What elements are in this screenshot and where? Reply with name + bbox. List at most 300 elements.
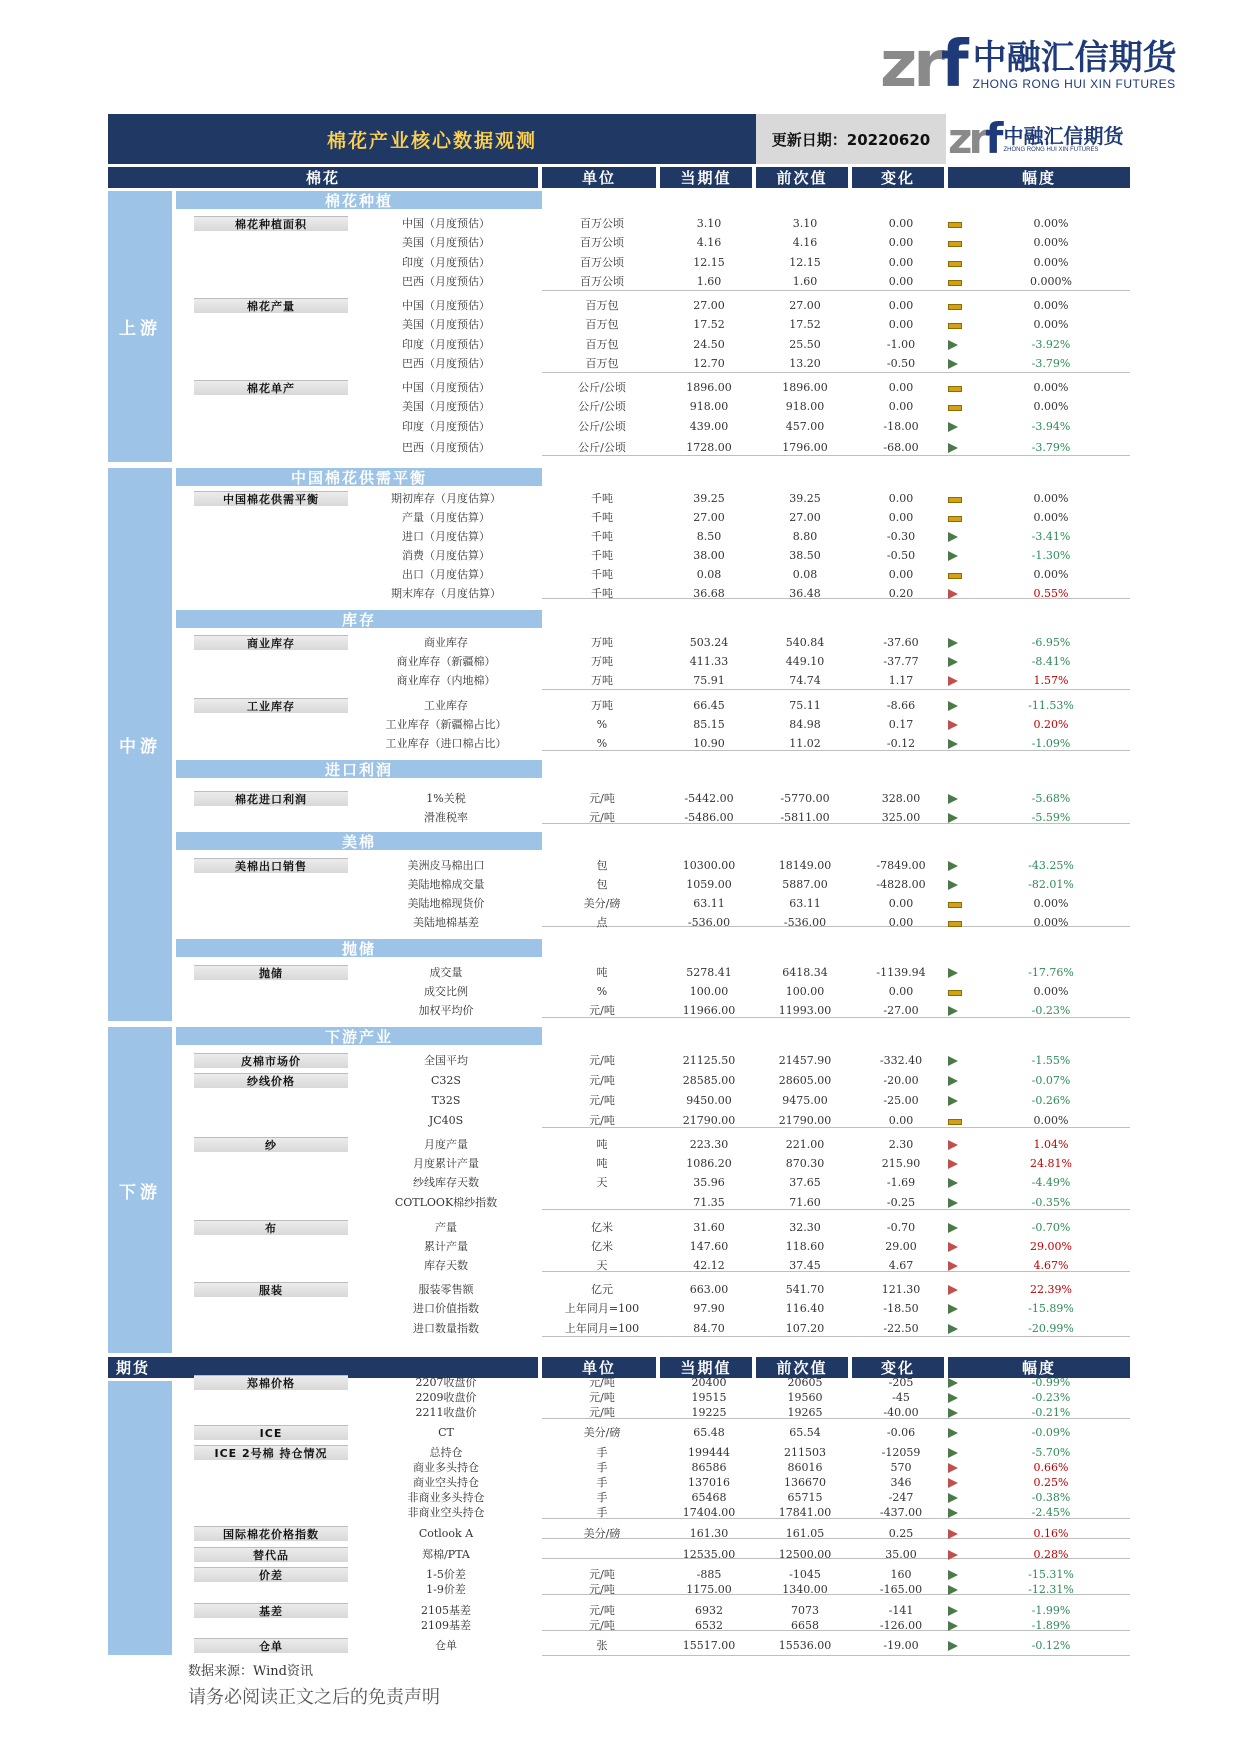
row-change: -18.00 bbox=[883, 420, 919, 433]
row-unit: 公斤/公顷 bbox=[578, 381, 626, 394]
row-item: 美洲皮马棉出口 bbox=[407, 859, 485, 872]
row-unit: 百万公顷 bbox=[580, 275, 624, 288]
row-change: 325.00 bbox=[881, 811, 921, 824]
row-current: -5486.00 bbox=[684, 811, 734, 824]
row-current: 1086.20 bbox=[686, 1157, 732, 1170]
row-current: 21790.00 bbox=[682, 1114, 736, 1127]
row-unit: 包 bbox=[596, 878, 608, 891]
row-previous: 1340.00 bbox=[782, 1583, 828, 1596]
row-current: 8.50 bbox=[696, 530, 722, 543]
row-change: -1.69 bbox=[886, 1176, 916, 1189]
section-title: 棉花种植 bbox=[176, 191, 542, 209]
row-change: -27.00 bbox=[883, 1004, 919, 1017]
down-flag-icon bbox=[948, 532, 958, 542]
futures-rate-header: 幅度 bbox=[948, 1357, 1130, 1378]
row-item: 2109基差 bbox=[421, 1619, 471, 1632]
row-rate: -82.01% bbox=[1028, 878, 1074, 891]
row-previous: 39.25 bbox=[789, 492, 821, 505]
row-unit: 美分/磅 bbox=[583, 1426, 621, 1439]
group-label: 中国棉花供需平衡 bbox=[194, 491, 348, 506]
row-rate: 0.16% bbox=[1033, 1527, 1069, 1540]
row-unit: 包 bbox=[596, 859, 608, 872]
row-change: 0.00 bbox=[888, 985, 914, 998]
row-rate: 0.25% bbox=[1033, 1476, 1069, 1489]
row-rate: 0.00% bbox=[1033, 492, 1069, 505]
down-flag-icon bbox=[948, 1493, 958, 1503]
row-item: 商业库存（内地棉） bbox=[396, 674, 496, 687]
row-item: 仓单 bbox=[435, 1639, 457, 1652]
row-item: 成交量 bbox=[429, 966, 463, 979]
row-change: 4.67 bbox=[888, 1259, 914, 1272]
row-change: 35.00 bbox=[885, 1548, 917, 1561]
row-unit: 手 bbox=[596, 1476, 608, 1489]
row-previous: 116.40 bbox=[785, 1302, 825, 1315]
row-current: 199444 bbox=[688, 1446, 730, 1459]
row-item: 2209收盘价 bbox=[415, 1391, 477, 1404]
row-unit: 元/吨 bbox=[589, 1074, 615, 1087]
up-flag-icon bbox=[948, 676, 958, 686]
row-item: 全国平均 bbox=[424, 1054, 468, 1067]
row-rate: 0.00% bbox=[1033, 299, 1069, 312]
down-flag-icon bbox=[948, 1508, 958, 1518]
row-item: 产量（月度估算） bbox=[402, 511, 490, 524]
row-current: 75.91 bbox=[693, 674, 725, 687]
row-unit: 亿元 bbox=[591, 1283, 613, 1296]
row-current: 31.60 bbox=[693, 1221, 725, 1234]
row-current: 84.70 bbox=[693, 1322, 725, 1335]
row-change: 0.20 bbox=[888, 587, 914, 600]
row-unit: 百万包 bbox=[585, 338, 619, 351]
group-label: 国际棉花价格指数 bbox=[194, 1526, 348, 1541]
futures-previous-header: 前次值 bbox=[756, 1357, 848, 1378]
row-unit: 上年同月=100 bbox=[564, 1322, 640, 1335]
row-rate: -5.70% bbox=[1031, 1446, 1071, 1459]
row-current: 65.48 bbox=[693, 1426, 725, 1439]
row-previous: 11.02 bbox=[789, 737, 821, 750]
row-item: 商业空头持仓 bbox=[413, 1476, 479, 1489]
row-divider bbox=[542, 372, 1130, 373]
row-item: 出口（月度估算） bbox=[402, 568, 490, 581]
row-unit: 吨 bbox=[596, 966, 608, 979]
row-item: 非商业空头持仓 bbox=[407, 1506, 485, 1519]
down-flag-icon bbox=[948, 1056, 958, 1066]
row-previous: 0.08 bbox=[792, 568, 818, 581]
down-flag-icon bbox=[948, 1198, 958, 1208]
row-change: -0.30 bbox=[886, 530, 916, 543]
row-previous: 15536.00 bbox=[778, 1639, 832, 1652]
row-previous: 540.84 bbox=[785, 636, 825, 649]
row-unit: 百万公顷 bbox=[580, 256, 624, 269]
row-previous: 161.05 bbox=[785, 1527, 825, 1540]
flat-flag-icon bbox=[948, 280, 962, 286]
row-item: T32S bbox=[431, 1094, 461, 1107]
row-change: -141 bbox=[888, 1604, 914, 1617]
row-change: 215.90 bbox=[881, 1157, 921, 1170]
row-change: -20.00 bbox=[883, 1074, 919, 1087]
row-rate: 0.55% bbox=[1033, 587, 1069, 600]
row-previous: 118.60 bbox=[785, 1240, 825, 1253]
row-rate: -20.99% bbox=[1028, 1322, 1074, 1335]
row-rate: 0.00% bbox=[1033, 400, 1069, 413]
row-rate: -3.92% bbox=[1031, 338, 1071, 351]
row-current: 223.30 bbox=[689, 1138, 729, 1151]
row-rate: -0.09% bbox=[1031, 1426, 1071, 1439]
row-unit: % bbox=[596, 718, 608, 731]
section-title: 下游产业 bbox=[176, 1027, 542, 1045]
row-change: 0.00 bbox=[888, 568, 914, 581]
row-change: 0.00 bbox=[888, 916, 914, 929]
down-flag-icon bbox=[948, 1324, 958, 1334]
down-flag-icon bbox=[948, 1621, 958, 1631]
row-change: -7849.00 bbox=[876, 859, 926, 872]
flat-flag-icon bbox=[948, 990, 962, 996]
row-rate: -8.41% bbox=[1031, 655, 1071, 668]
row-current: 10300.00 bbox=[682, 859, 736, 872]
row-rate: -0.21% bbox=[1031, 1406, 1071, 1419]
row-previous: 84.98 bbox=[789, 718, 821, 731]
down-flag-icon bbox=[948, 657, 958, 667]
row-current: 71.35 bbox=[693, 1196, 725, 1209]
down-flag-icon bbox=[948, 1006, 958, 1016]
flat-flag-icon bbox=[948, 304, 962, 310]
up-flag-icon bbox=[948, 1159, 958, 1169]
row-rate: -0.35% bbox=[1031, 1196, 1071, 1209]
row-unit: 美分/磅 bbox=[583, 1527, 621, 1540]
row-change: 346 bbox=[890, 1476, 912, 1489]
row-current: -536.00 bbox=[687, 916, 731, 929]
row-item: 期末库存（月度估算） bbox=[391, 587, 501, 600]
row-previous: 449.10 bbox=[785, 655, 825, 668]
down-flag-icon bbox=[948, 1223, 958, 1233]
row-rate: 1.04% bbox=[1033, 1138, 1069, 1151]
row-rate: -0.99% bbox=[1031, 1376, 1071, 1389]
row-previous: 75.11 bbox=[789, 699, 821, 712]
row-previous: 38.50 bbox=[789, 549, 821, 562]
row-previous: 71.60 bbox=[789, 1196, 821, 1209]
row-rate: -0.12% bbox=[1031, 1639, 1071, 1652]
row-previous: 19560 bbox=[787, 1391, 823, 1404]
row-change: -68.00 bbox=[883, 441, 919, 454]
row-change: 0.00 bbox=[888, 275, 914, 288]
row-change: 1.17 bbox=[888, 674, 914, 687]
row-previous: 107.20 bbox=[785, 1322, 825, 1335]
row-previous: 25.50 bbox=[789, 338, 821, 351]
flat-flag-icon bbox=[948, 921, 962, 927]
row-current: 411.33 bbox=[689, 655, 729, 668]
row-rate: 4.67% bbox=[1033, 1259, 1069, 1272]
row-item: 印度（月度预估） bbox=[402, 338, 490, 351]
row-current: 42.12 bbox=[693, 1259, 725, 1272]
row-current: 5278.41 bbox=[686, 966, 732, 979]
row-unit: 元/吨 bbox=[589, 1619, 615, 1632]
row-item: 工业库存（进口棉占比） bbox=[385, 737, 507, 750]
row-previous: 28605.00 bbox=[778, 1074, 832, 1087]
row-previous: 18149.00 bbox=[778, 859, 832, 872]
row-unit: 千吨 bbox=[591, 587, 613, 600]
row-unit: 百万公顷 bbox=[580, 217, 624, 230]
row-unit: 吨 bbox=[596, 1138, 608, 1151]
row-current: 24.50 bbox=[693, 338, 725, 351]
row-item: 月度累计产量 bbox=[413, 1157, 479, 1170]
row-previous: 74.74 bbox=[789, 674, 821, 687]
down-flag-icon bbox=[948, 968, 958, 978]
row-previous: 870.30 bbox=[785, 1157, 825, 1170]
row-rate: 0.28% bbox=[1033, 1548, 1069, 1561]
row-previous: 7073 bbox=[791, 1604, 819, 1617]
header-logo-mark: zrf bbox=[948, 114, 1000, 163]
row-previous: 20605 bbox=[787, 1376, 823, 1389]
group-label: 服装 bbox=[194, 1282, 348, 1297]
row-previous: 1.60 bbox=[792, 275, 818, 288]
row-item: CT bbox=[438, 1426, 454, 1439]
row-item: 巴西（月度预估） bbox=[402, 275, 490, 288]
row-item: 期初库存（月度估算） bbox=[391, 492, 501, 505]
row-change: -18.50 bbox=[883, 1302, 919, 1315]
row-unit: 元/吨 bbox=[589, 1114, 615, 1127]
row-unit: 元/吨 bbox=[589, 1391, 615, 1404]
row-divider bbox=[542, 455, 1130, 456]
row-previous: 6658 bbox=[791, 1619, 819, 1632]
row-unit: 元/吨 bbox=[589, 1004, 615, 1017]
row-current: -5442.00 bbox=[684, 792, 734, 805]
row-current: -885 bbox=[696, 1568, 722, 1581]
row-unit: 元/吨 bbox=[589, 1094, 615, 1107]
down-flag-icon bbox=[948, 443, 958, 453]
row-change: -0.06 bbox=[886, 1426, 916, 1439]
row-item: 1%关税 bbox=[426, 792, 466, 805]
row-current: 137016 bbox=[688, 1476, 730, 1489]
up-flag-icon bbox=[948, 589, 958, 599]
row-rate: -2.45% bbox=[1031, 1506, 1071, 1519]
row-current: 1175.00 bbox=[686, 1583, 732, 1596]
row-unit: 千吨 bbox=[591, 530, 613, 543]
row-rate: 24.81% bbox=[1030, 1157, 1072, 1170]
row-current: 1896.00 bbox=[686, 381, 732, 394]
row-change: -22.50 bbox=[883, 1322, 919, 1335]
section-title: 美棉 bbox=[176, 832, 542, 850]
row-current: 21125.50 bbox=[682, 1054, 736, 1067]
row-change: 0.00 bbox=[888, 511, 914, 524]
row-current: 20400 bbox=[691, 1376, 727, 1389]
row-previous: -5811.00 bbox=[780, 811, 830, 824]
down-flag-icon bbox=[948, 1585, 958, 1595]
row-previous: 918.00 bbox=[785, 400, 825, 413]
band-upstream: 上游 bbox=[108, 191, 172, 462]
row-rate: 0.00% bbox=[1033, 381, 1069, 394]
row-change: 328.00 bbox=[881, 792, 921, 805]
row-current: 10.90 bbox=[693, 737, 725, 750]
row-item: 美国（月度预估） bbox=[402, 318, 490, 331]
row-current: 6932 bbox=[695, 1604, 723, 1617]
row-unit: % bbox=[596, 737, 608, 750]
disclaimer: 请务必阅读正文之后的免责声明 bbox=[188, 1687, 440, 1708]
row-previous: 36.48 bbox=[789, 587, 821, 600]
down-flag-icon bbox=[948, 1448, 958, 1458]
row-rate: -0.07% bbox=[1031, 1074, 1071, 1087]
row-rate: -3.79% bbox=[1031, 357, 1071, 370]
row-current: 147.60 bbox=[689, 1240, 729, 1253]
row-rate: 0.000% bbox=[1030, 275, 1072, 288]
row-rate: -4.49% bbox=[1031, 1176, 1071, 1189]
row-rate: 0.66% bbox=[1033, 1461, 1069, 1474]
row-current: 15517.00 bbox=[682, 1639, 736, 1652]
group-label: ICE bbox=[194, 1425, 348, 1440]
row-rate: 0.00% bbox=[1033, 318, 1069, 331]
row-change: 0.00 bbox=[888, 400, 914, 413]
row-current: 17404.00 bbox=[682, 1506, 736, 1519]
row-change: -8.66 bbox=[886, 699, 916, 712]
row-unit: 元/吨 bbox=[589, 1583, 615, 1596]
row-previous: 457.00 bbox=[785, 420, 825, 433]
row-item: 成交比例 bbox=[424, 985, 468, 998]
row-current: 663.00 bbox=[689, 1283, 729, 1296]
row-change: -0.12 bbox=[886, 737, 916, 750]
row-item: 印度（月度预估） bbox=[402, 420, 490, 433]
row-previous: 27.00 bbox=[789, 511, 821, 524]
down-flag-icon bbox=[948, 1570, 958, 1580]
section-title: 抛储 bbox=[176, 939, 542, 957]
row-current: 12535.00 bbox=[682, 1548, 736, 1561]
row-item: 中国（月度预估） bbox=[402, 381, 490, 394]
flat-flag-icon bbox=[948, 573, 962, 579]
row-item: 产量 bbox=[435, 1221, 457, 1234]
row-item: 加权平均价 bbox=[418, 1004, 474, 1017]
logo-cn: 中融汇信期货 bbox=[972, 38, 1177, 78]
row-current: 1728.00 bbox=[686, 441, 732, 454]
row-change: -0.50 bbox=[886, 357, 916, 370]
logo-mark: zrf bbox=[880, 28, 965, 102]
row-change: -40.00 bbox=[883, 1406, 919, 1419]
row-previous: 32.30 bbox=[789, 1221, 821, 1234]
down-flag-icon bbox=[948, 638, 958, 648]
row-item: COTLOOK棉纱指数 bbox=[394, 1196, 498, 1209]
row-previous: 12.15 bbox=[789, 256, 821, 269]
col-rate-header: 幅度 bbox=[948, 167, 1130, 188]
row-previous: 63.11 bbox=[789, 897, 821, 910]
down-flag-icon bbox=[948, 861, 958, 871]
flat-flag-icon bbox=[948, 516, 962, 522]
row-unit: 亿米 bbox=[591, 1240, 613, 1253]
row-previous: -1045 bbox=[789, 1568, 821, 1581]
row-rate: -0.38% bbox=[1031, 1491, 1071, 1504]
row-unit: 元/吨 bbox=[589, 811, 615, 824]
row-current: 6532 bbox=[695, 1619, 723, 1632]
row-unit: 千吨 bbox=[591, 568, 613, 581]
row-unit: 元/吨 bbox=[589, 1604, 615, 1617]
group-label: 布 bbox=[194, 1220, 348, 1235]
row-current: 66.45 bbox=[693, 699, 725, 712]
row-rate: -5.68% bbox=[1031, 792, 1071, 805]
down-flag-icon bbox=[948, 1606, 958, 1616]
row-current: 918.00 bbox=[689, 400, 729, 413]
row-previous: 4.16 bbox=[792, 236, 818, 249]
group-label: 纱线价格 bbox=[194, 1073, 348, 1088]
row-item: 美陆地棉成交量 bbox=[407, 878, 485, 891]
row-change: -0.70 bbox=[886, 1221, 916, 1234]
row-change: -126.00 bbox=[879, 1619, 923, 1632]
row-item: 中国（月度预估） bbox=[402, 299, 490, 312]
row-change: -1.00 bbox=[886, 338, 916, 351]
row-unit: 元/吨 bbox=[589, 792, 615, 805]
header-logo-cn: 中融汇信期货 bbox=[1003, 123, 1124, 148]
row-change: 570 bbox=[890, 1461, 912, 1474]
group-label: 替代品 bbox=[194, 1547, 348, 1562]
row-previous: 1896.00 bbox=[782, 381, 828, 394]
row-rate: -1.55% bbox=[1031, 1054, 1071, 1067]
row-rate: -15.31% bbox=[1028, 1568, 1074, 1581]
group-label: 纱 bbox=[194, 1137, 348, 1152]
row-rate: 0.00% bbox=[1033, 568, 1069, 581]
down-flag-icon bbox=[948, 1428, 958, 1438]
row-change: -25.00 bbox=[883, 1094, 919, 1107]
row-unit: 点 bbox=[596, 916, 608, 929]
group-label: 抛储 bbox=[194, 965, 348, 980]
up-flag-icon bbox=[948, 1550, 958, 1560]
row-item: 美国（月度预估） bbox=[402, 236, 490, 249]
row-change: -19.00 bbox=[883, 1639, 919, 1652]
row-item: 2105基差 bbox=[421, 1604, 471, 1617]
down-flag-icon bbox=[948, 359, 958, 369]
down-flag-icon bbox=[948, 1641, 958, 1651]
row-current: 65468 bbox=[691, 1491, 727, 1504]
row-previous: 9475.00 bbox=[782, 1094, 828, 1107]
row-item: 商业库存 bbox=[424, 636, 468, 649]
row-rate: 1.57% bbox=[1033, 674, 1069, 687]
row-item: 总持仓 bbox=[429, 1446, 463, 1459]
row-item: 巴西（月度预估） bbox=[402, 441, 490, 454]
row-rate: -5.59% bbox=[1031, 811, 1071, 824]
row-change: -0.50 bbox=[886, 549, 916, 562]
flat-flag-icon bbox=[948, 261, 962, 267]
row-change: -37.60 bbox=[883, 636, 919, 649]
row-item: 进口（月度估算） bbox=[402, 530, 490, 543]
row-rate: -0.26% bbox=[1031, 1094, 1071, 1107]
flat-flag-icon bbox=[948, 222, 962, 228]
row-change: -205 bbox=[888, 1376, 914, 1389]
row-unit: 手 bbox=[596, 1506, 608, 1519]
up-flag-icon bbox=[948, 1478, 958, 1488]
row-divider bbox=[542, 689, 1130, 690]
row-change: 2.30 bbox=[888, 1138, 914, 1151]
row-unit: 美分/磅 bbox=[583, 897, 621, 910]
group-label: 价差 bbox=[194, 1567, 348, 1582]
group-label: 棉花产量 bbox=[194, 298, 348, 313]
group-label: 郑棉价格 bbox=[194, 1375, 348, 1390]
row-previous: 1796.00 bbox=[782, 441, 828, 454]
row-previous: 211503 bbox=[784, 1446, 826, 1459]
down-flag-icon bbox=[948, 1304, 958, 1314]
row-unit: 公斤/公顷 bbox=[578, 420, 626, 433]
row-current: 1.60 bbox=[696, 275, 722, 288]
row-item: 滑准税率 bbox=[424, 811, 468, 824]
row-item: 累计产量 bbox=[424, 1240, 468, 1253]
down-flag-icon bbox=[948, 1393, 958, 1403]
futures-current-header: 当期值 bbox=[660, 1357, 752, 1378]
row-item: 巴西（月度预估） bbox=[402, 357, 490, 370]
row-change: 0.00 bbox=[888, 217, 914, 230]
row-change: -4828.00 bbox=[876, 878, 926, 891]
data-source: 数据来源：Wind资讯 bbox=[188, 1664, 313, 1679]
row-current: 19225 bbox=[691, 1406, 727, 1419]
row-change: 0.00 bbox=[888, 897, 914, 910]
row-rate: -1.09% bbox=[1031, 737, 1071, 750]
flat-flag-icon bbox=[948, 1119, 962, 1125]
row-unit: 百万包 bbox=[585, 357, 619, 370]
row-previous: 6418.34 bbox=[782, 966, 828, 979]
row-previous: 17.52 bbox=[789, 318, 821, 331]
row-previous: 27.00 bbox=[789, 299, 821, 312]
section-title: 库存 bbox=[176, 610, 542, 628]
